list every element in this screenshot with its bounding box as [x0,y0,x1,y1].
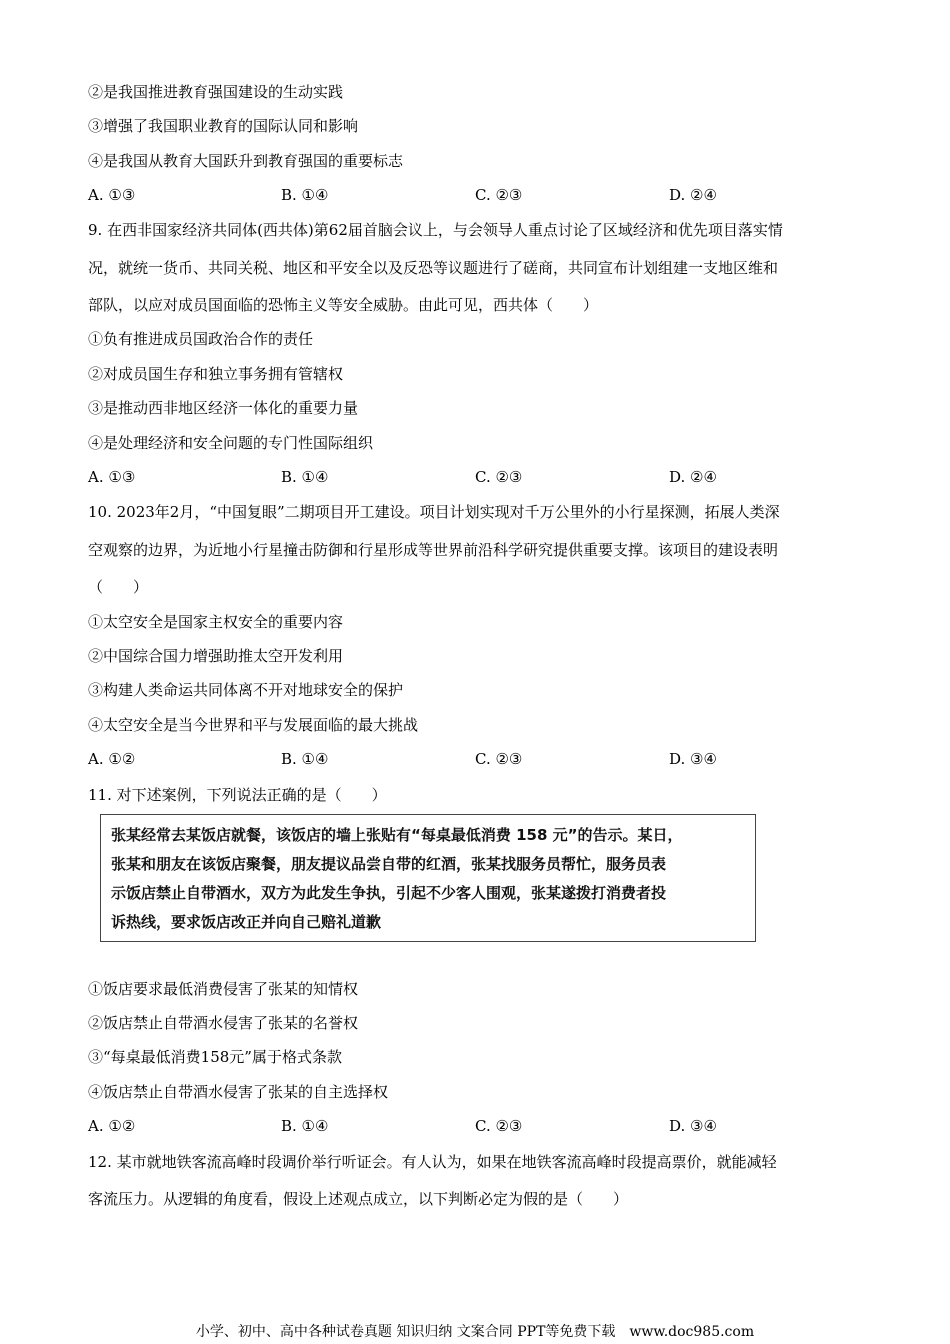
q11-case-box [100,814,756,942]
q11-case-line-1: 张某经常去某饭店就餐，该饭店的墙上张贴有“每桌最低消费 158 元”的告示。某日， [111,826,683,844]
q11-item-4: ④饭店禁止自带酒水侵害了张某的自主选择权 [88,1083,389,1101]
q9-item-1: ①负有推进成员国政治合作的责任 [88,330,314,348]
q9-stem-line-3: 部队，以应对成员国面临的恐怖主义等安全威胁。由此可见，西共体（ ） [88,296,599,314]
q10-item-1: ①太空安全是国家主权安全的重要内容 [88,613,344,631]
q9-stem-line-2: 况，就统一货币、共同关税、地区和平安全以及反恐等议题进行了磋商，共同宣布计划组建一支地区维和 [88,259,779,277]
q11-case-line-2: 张某和朋友在该饭店聚餐，朋友提议品尝自带的红酒，张某找服务员帮忙，服务员表 [111,855,667,873]
q11-option-b: B. ①④ [281,1117,329,1135]
q9-item-4: ④是处理经济和安全问题的专门性国际组织 [88,434,374,452]
q9-option-a: A. ①③ [88,468,136,486]
q11-option-d: D. ③④ [669,1117,717,1135]
q8-item-2: ②是我国推进教育强国建设的生动实践 [88,83,344,101]
q10-item-2: ②中国综合国力增强助推太空开发利用 [88,647,344,665]
q10-stem-line-3: （ ） [88,578,149,596]
q9-option-c: C. ②③ [475,468,523,486]
q12-stem-line-2: 客流压力。从逻辑的角度看，假设上述观点成立，以下判断必定为假的是（ ） [88,1190,629,1208]
q9-stem-line-1: 9. 在西非国家经济共同体(西共体)第62届首脑会议上，与会领导人重点讨论了区域经济和优先项目落实情 [88,221,783,239]
q10-option-d: D. ③④ [669,750,717,768]
q12-stem-line-1: 12. 某市就地铁客流高峰时段调价举行听证会。有人认为，如果在地铁客流高峰时段提高票价，就能减轻 [88,1153,777,1171]
q11-item-3: ③“每桌最低消费158元”属于格式条款 [88,1048,342,1066]
q8-item-4: ④是我国从教育大国跃升到教育强国的重要标志 [88,152,404,170]
q11-item-2: ②饭店禁止自带酒水侵害了张某的名誉权 [88,1014,359,1032]
q10-option-b: B. ①④ [281,750,329,768]
q9-option-b: B. ①④ [281,468,329,486]
q10-item-4: ④太空安全是当今世界和平与发展面临的最大挑战 [88,716,419,734]
q8-option-b: B. ①④ [281,186,329,204]
q11-item-1: ①饭店要求最低消费侵害了张某的知情权 [88,980,359,998]
q11-stem: 11. 对下述案例，下列说法正确的是（ ） [88,786,387,804]
q10-item-3: ③构建人类命运共同体离不开对地球安全的保护 [88,681,404,699]
q10-stem-line-2: 空观察的边界，为近地小行星撞击防御和行星形成等世界前沿科学研究提供重要支撑。该项目的建设表明 [88,541,779,559]
q10-options [88,749,868,769]
q9-options [88,467,868,487]
q9-item-3: ③是推动西非地区经济一体化的重要力量 [88,399,359,417]
q11-option-c: C. ②③ [475,1117,523,1135]
q8-item-3: ③增强了我国职业教育的国际认同和影响 [88,117,359,135]
q10-stem-line-1: 10. 2023年2月，“中国复眼”二期项目开工建设。项目计划实现对千万公里外的小行星探测，拓展人类深 [88,503,780,521]
q8-option-c: C. ②③ [475,186,523,204]
q8-options [88,185,868,205]
q11-option-a: A. ①② [88,1117,136,1135]
q11-case-line-4: 诉热线，要求饭店改正并向自己赔礼道歉 [111,913,382,931]
q9-option-d: D. ②④ [669,468,717,486]
q10-option-c: C. ②③ [475,750,523,768]
q9-item-2: ②对成员国生存和独立事务拥有管辖权 [88,365,344,383]
q8-option-d: D. ②④ [669,186,717,204]
page-footer: 小学、初中、高中各种试卷真题 知识归纳 文案合同 PPT等免费下载 www.doc985.com [195,1324,755,1340]
q11-options [88,1116,868,1136]
q11-case-line-3: 示饭店禁止自带酒水，双方为此发生争执，引起不少客人围观，张某遂拨打消费者投 [111,884,667,902]
q10-option-a: A. ①② [88,750,136,768]
q8-option-a: A. ①③ [88,186,136,204]
